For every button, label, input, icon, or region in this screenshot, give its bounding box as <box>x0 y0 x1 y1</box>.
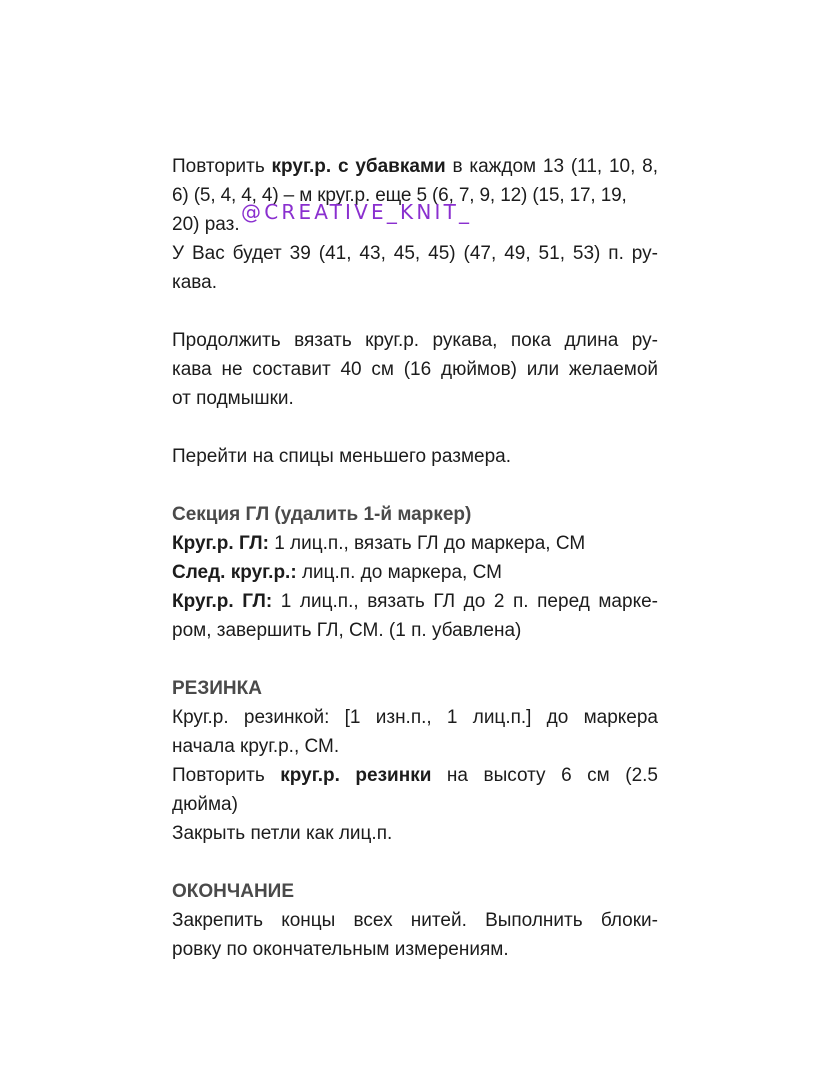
text-line <box>172 761 658 790</box>
text-line <box>172 587 658 616</box>
paragraph-needles <box>172 442 658 471</box>
text-line: дюйма) <box>172 794 238 815</box>
text-line: 20) раз. <box>172 214 240 235</box>
text-span: Повторить <box>172 765 281 786</box>
text-line <box>172 558 658 587</box>
section-ribbing <box>172 674 658 848</box>
section-heading: Секция ГЛ (удалить 1-й маркер) <box>172 504 472 525</box>
bold-term: круг.р. резинки <box>280 765 432 786</box>
text-line <box>172 152 658 181</box>
text-line: Круг.р. резинкой: [1 изн.п., 1 лиц.п.] до маркера <box>172 707 658 728</box>
paragraph-sleeve-length <box>172 326 658 413</box>
row-label: Круг.р. ГЛ: <box>172 591 273 612</box>
text-line: кава. <box>172 272 218 293</box>
text-line: Закрыть петли как лиц.п. <box>172 823 393 844</box>
text-span: в каждом 13 (11, 10, 8, <box>445 156 659 177</box>
bold-term: круг.р. с убавками <box>271 156 446 177</box>
text-line: Закрепить концы всех нитей. Выполнить блоки- <box>172 910 658 931</box>
text-line: начала круг.р., СМ. <box>172 736 340 757</box>
text-line: Продолжить вязать круг.р. рукава, пока длина ру- <box>172 330 658 351</box>
paragraph-decreases <box>172 152 658 297</box>
text-span: 1 лиц.п., вязать ГЛ до маркера, СМ <box>268 533 586 554</box>
section-finishing <box>172 877 658 964</box>
text-line: кава не составит 40 см (16 дюймов) или желаемой <box>172 359 658 380</box>
section-heading: ОКОНЧАНИЕ <box>172 881 294 902</box>
text-span: 1 лиц.п., вязать ГЛ до 2 п. перед марке- <box>272 591 658 612</box>
text-line: 6) (5, 4, 4, 4) – м круг.р. еще 5 (6, 7, 9, 12) (15, 17, 19, <box>172 185 627 206</box>
row-label: Круг.р. ГЛ: <box>172 533 269 554</box>
text-span: Повторить <box>172 156 272 177</box>
text-line: Перейти на спицы меньшего размера. <box>172 446 511 467</box>
spacer <box>172 645 658 674</box>
spacer <box>172 413 658 442</box>
row-label: След. круг.р.: <box>172 562 297 583</box>
text-line: от подмышки. <box>172 388 294 409</box>
spacer <box>172 848 658 877</box>
document-body <box>172 152 658 964</box>
spacer <box>172 471 658 500</box>
text-line: ровку по окончательным измерениям. <box>172 939 509 960</box>
watermark-handle: @CREATIVE_KNIT_ <box>241 200 473 224</box>
section-heading: РЕЗИНКА <box>172 678 262 699</box>
section-raglan <box>172 500 658 645</box>
text-line: У Вас будет 39 (41, 43, 45, 45) (47, 49, 51, 53) п. ру- <box>172 243 658 264</box>
text-line <box>172 529 658 558</box>
text-span: лиц.п. до маркера, СМ <box>296 562 502 583</box>
text-span: на высоту 6 см (2.5 <box>431 765 659 786</box>
text-line: ром, завершить ГЛ, СМ. (1 п. убавлена) <box>172 620 522 641</box>
spacer <box>172 297 658 326</box>
